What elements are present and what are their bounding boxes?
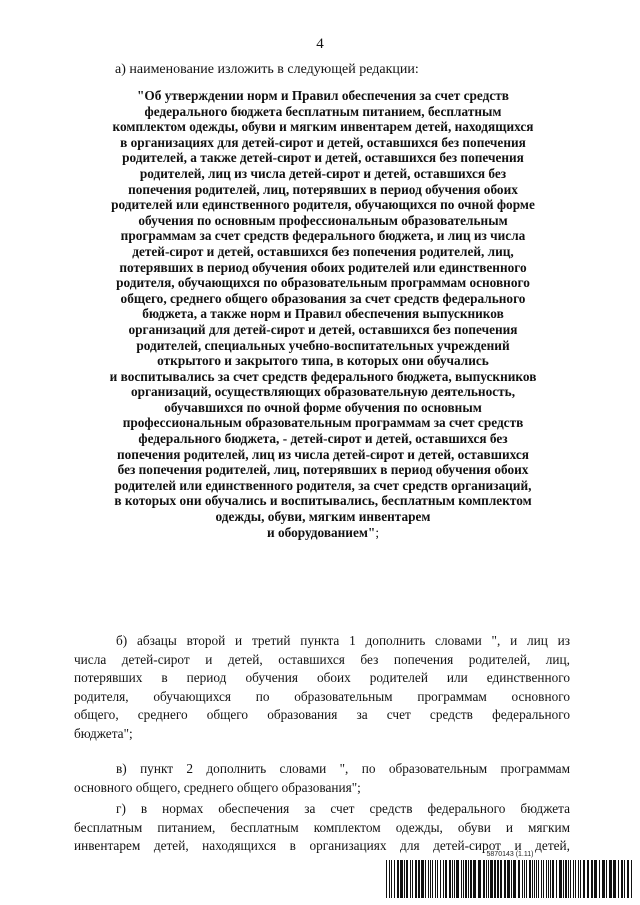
title-line: обучавшихся по очной форме обучения по основным: [164, 399, 482, 415]
title-line: федерального бюджета, - детей-сирот и детей, оставшихся без: [138, 431, 508, 447]
paragraph-b: [74, 632, 570, 743]
title-line: в которых они обучались и воспитывались, бесплатным комплектом: [114, 493, 532, 509]
page-number: 4: [316, 36, 324, 52]
title-line: профессиональным образовательным программам за счет средств: [122, 415, 524, 431]
paragraph-line: в) пункт 2 дополнить словами ", по образовательным программам: [116, 761, 570, 776]
title-line: организаций, осуществляющих образовательную деятельность,: [130, 384, 516, 400]
title-line: родителей или единственного родителя, обучающихся по очной форме: [111, 197, 535, 213]
title-line: родителей или единственного родителя, за счет средств организаций,: [114, 477, 532, 493]
title-line: обучения по основным профессиональным образовательным: [138, 212, 508, 228]
item-a-text: а) наименование изложить в следующей редакции:: [115, 62, 419, 77]
title-line: родителей, а также детей-сирот и детей, оставшихся без попечения: [122, 150, 524, 166]
title-line: одежды, обуви, мягким инвентарем: [215, 509, 431, 525]
quoted-title-block: [64, 88, 582, 540]
paragraph-line: родителя, обучающихся по образовательным программам основного: [74, 688, 570, 704]
paragraph-v: [74, 760, 570, 797]
title-line: детей-сирот и детей, оставшихся без попечения родителей, лиц,: [132, 243, 514, 259]
title-line: потерявших в период обучения обоих родителей или единственного: [119, 259, 527, 275]
title-line: комплектом одежды, обуви и мягким инвентарем детей, находящихся: [112, 119, 534, 135]
title-tail: ;: [375, 524, 380, 540]
title-line: родителей, лиц из числа детей-сирот и детей, оставшихся без: [139, 165, 507, 181]
title-line: и воспитывались за счет средств федерального бюджета, выпускников: [109, 368, 537, 384]
paragraph-line: б) абзацы второй и третий пункта 1 дополнить словами ", и лиц из: [116, 633, 570, 648]
title-line: попечения родителей, лиц, потерявших в период обучения обоих: [128, 181, 518, 197]
title-line: бюджета, а также норм и Правил обеспечения выпускников: [142, 306, 504, 322]
title-line: программам за счет средств федерального бюджета, и лиц из числа: [120, 228, 526, 244]
title-line: и оборудованием": [266, 524, 376, 540]
title-line: открытого и закрытого типа, в которых они обучались: [157, 353, 489, 369]
title-line: родителей, специальных учебно-воспитательных учреждений: [136, 337, 510, 353]
barcode-code: 5870143 (1.11): [486, 851, 534, 858]
paragraph-line: г) в нормах обеспечения за счет средств федерального бюджета: [116, 801, 570, 816]
paragraph-line: общего, среднего общего образования за счет средств федерального: [74, 707, 570, 722]
title-line: "Об утверждении норм и Правил обеспечения за счет средств: [137, 88, 509, 103]
paragraph-line: бесплатным питанием, бесплатным комплектом одежды, обуви и мягким: [74, 819, 570, 835]
title-line: федерального бюджета бесплатным питанием, бесплатным: [144, 103, 502, 119]
title-line: родителя, обучающихся по образовательным программам основного: [116, 275, 530, 291]
paragraph-line: инвентарем детей, находящихся в организациях для детей-сирот и детей,: [74, 838, 570, 853]
title-line: без попечения родителей, лиц, потерявших в период обучения обоих: [117, 462, 529, 478]
paragraph-line: бюджета";: [74, 725, 133, 741]
barcode-area: [386, 851, 634, 899]
title-line: в организациях для детей-сирот и детей, оставшихся без попечения: [120, 134, 526, 150]
title-line: организаций для детей-сирот и детей, оставшихся без попечения: [128, 321, 518, 337]
title-line: попечения родителей, лиц из числа детей-сирот и детей, оставшихся: [117, 446, 529, 462]
paragraph-g: [74, 800, 570, 856]
barcode-icon: [386, 860, 634, 898]
paragraph-line: потерявших в период обучения обоих родителей или единственного: [74, 670, 570, 685]
paragraph-line: числа детей-сирот и детей, оставшихся без попечения родителей, лиц,: [74, 651, 570, 667]
title-line: общего, среднего общего образования за счет средств федерального: [120, 290, 526, 306]
paragraph-line: основного общего, среднего общего образования";: [74, 779, 361, 795]
